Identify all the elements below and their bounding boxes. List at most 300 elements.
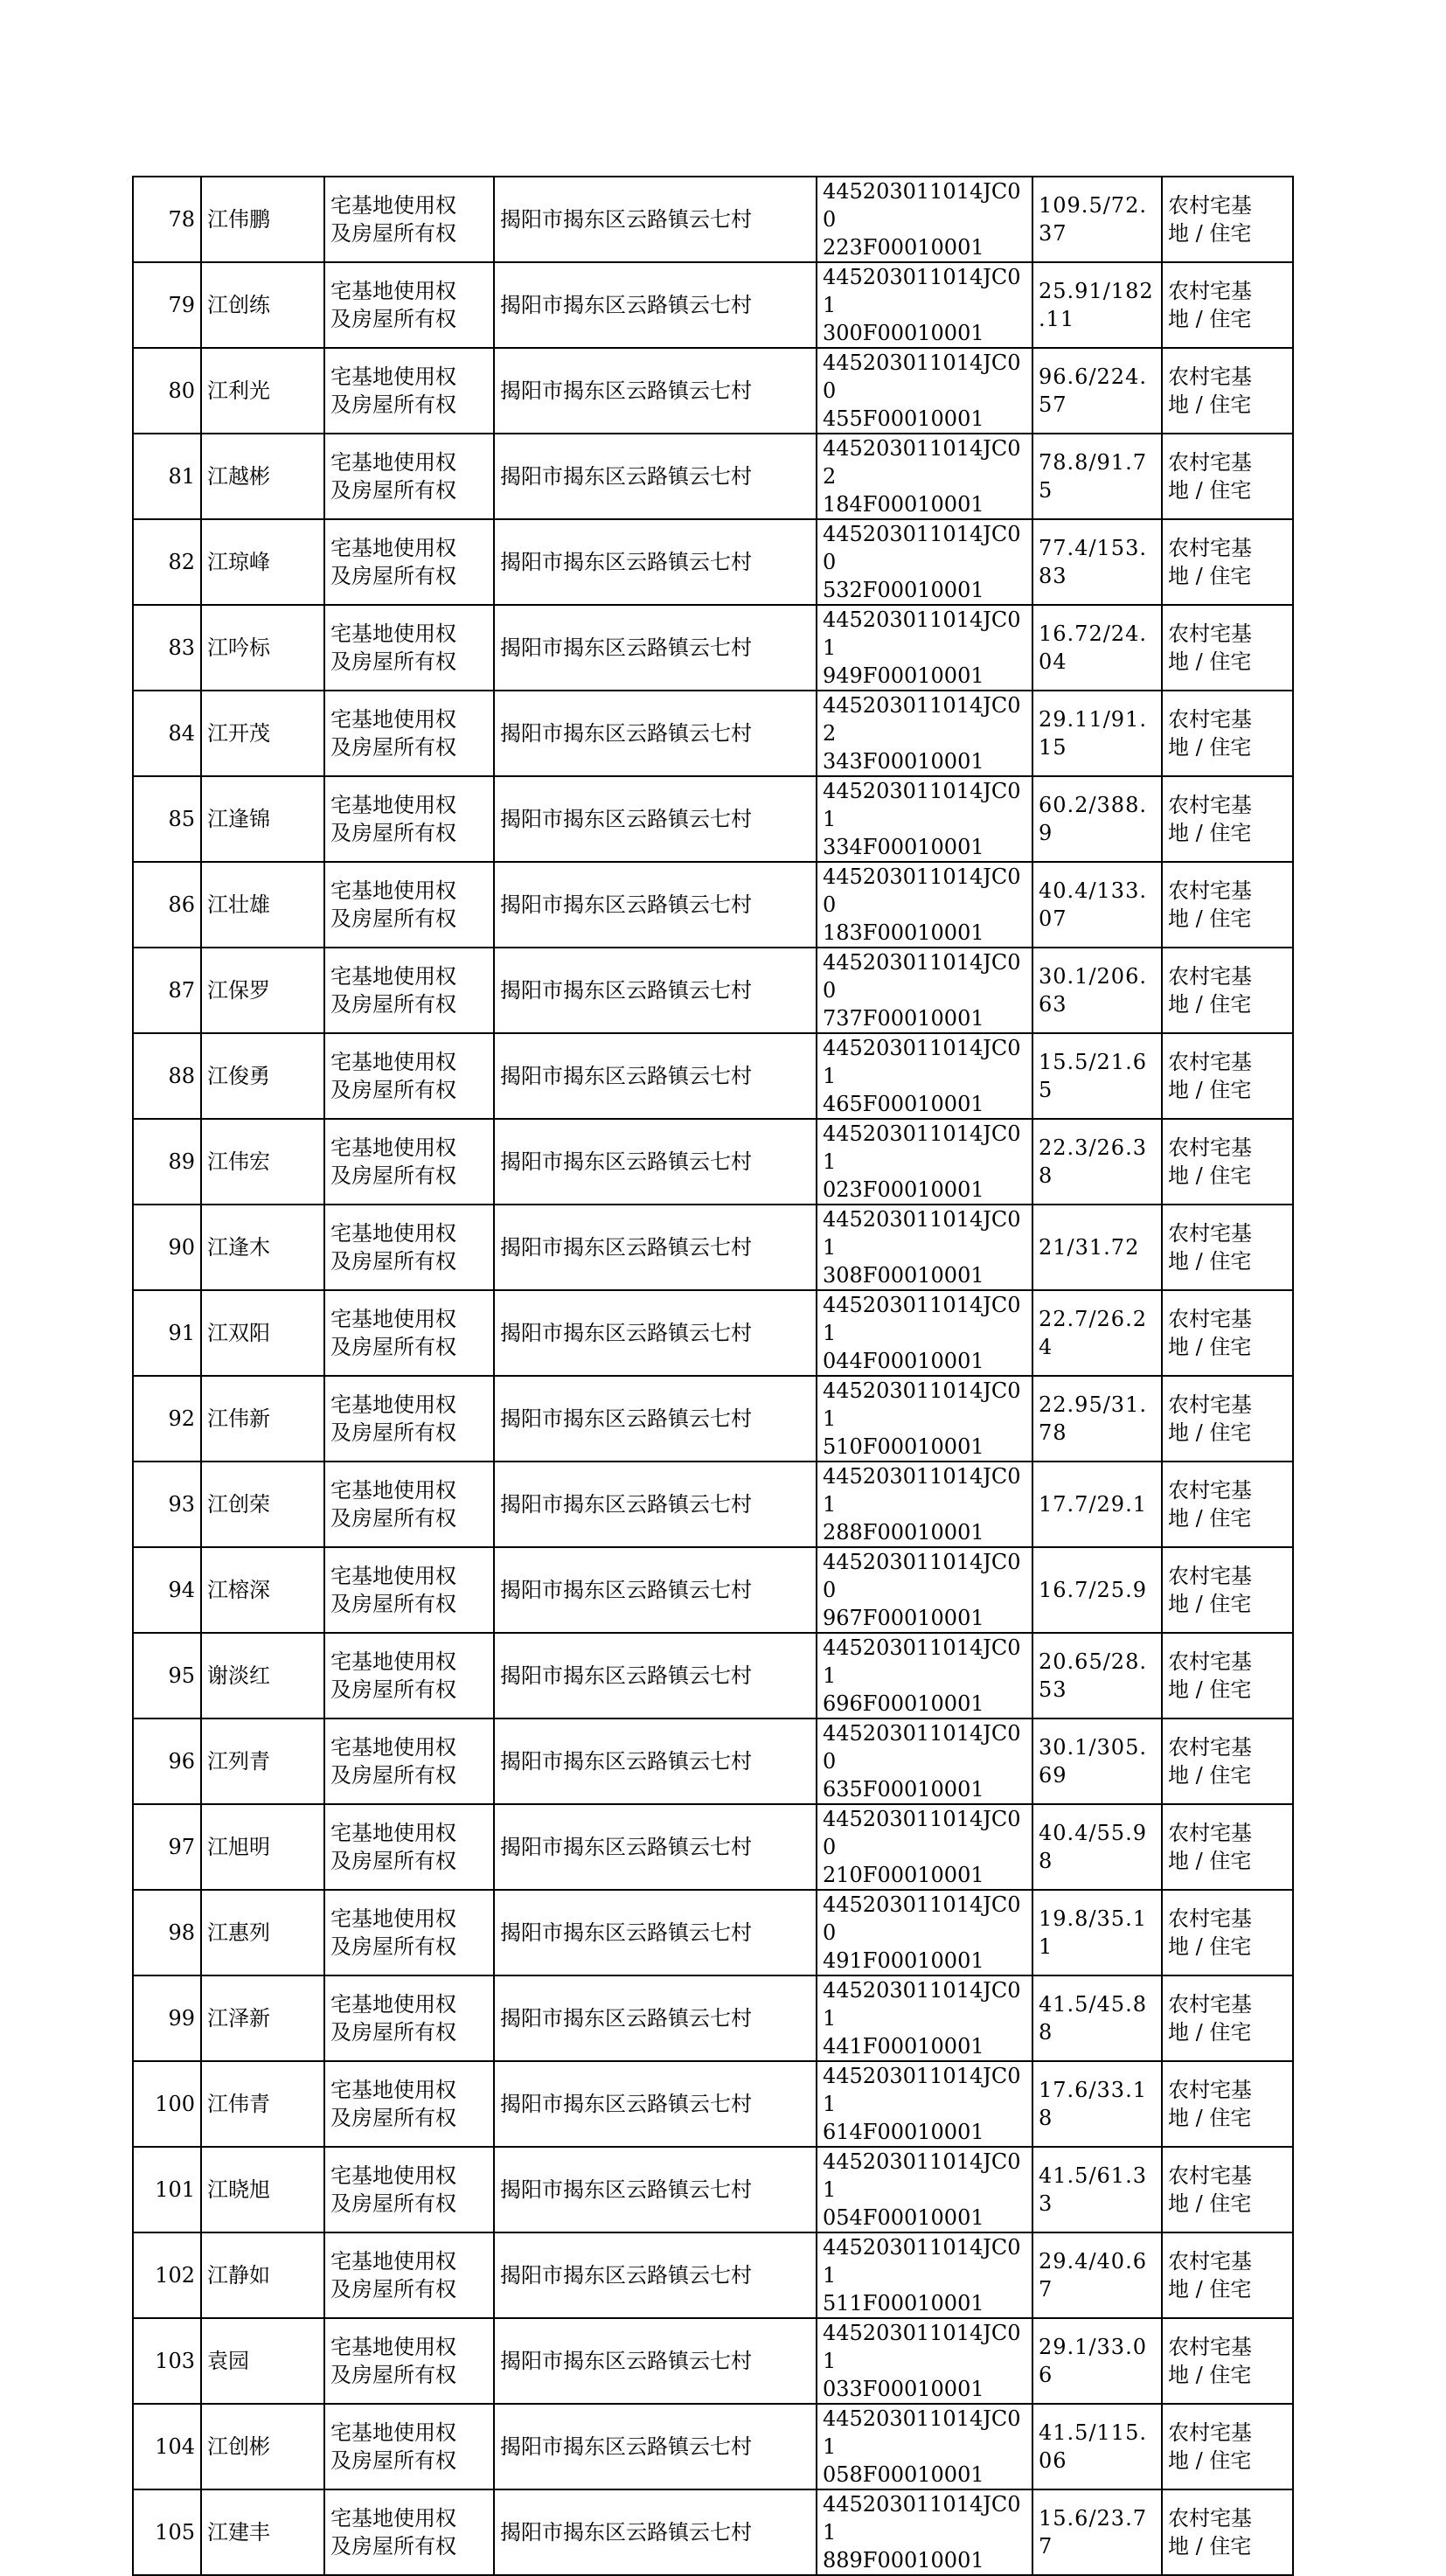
right-type-line2: 及房屋所有权 (330, 221, 456, 246)
usage-line1: 农村宅基 (1168, 1392, 1252, 1417)
unit-code-line2: 334F00010001 (823, 835, 984, 859)
table-row (133, 948, 1293, 1033)
right-type-line1: 宅基地使用权 (330, 2249, 456, 2274)
right-type-cell (324, 348, 494, 434)
owner-name: 江伟新 (207, 1406, 270, 1431)
row-number-cell (133, 1462, 201, 1547)
usage-line1: 农村宅基 (1168, 2078, 1252, 2102)
area-line1: 25.91/182 (1039, 279, 1154, 303)
area-cell (1032, 2147, 1162, 2232)
right-type-line1: 宅基地使用权 (330, 2506, 456, 2531)
table-row (133, 1119, 1293, 1205)
row-number: 94 (168, 1578, 195, 1602)
usage-line2: 地 / 住宅 (1168, 2277, 1252, 2302)
owner-name-cell (201, 434, 324, 519)
row-number: 81 (168, 464, 195, 489)
owner-name-cell (201, 948, 324, 1033)
right-type-line2: 及房屋所有权 (330, 564, 456, 588)
row-number-cell (133, 1376, 201, 1462)
usage-line2: 地 / 住宅 (1168, 2191, 1252, 2216)
right-type-line1: 宅基地使用权 (330, 536, 456, 560)
unit-code-line2: 635F00010001 (823, 1777, 984, 1802)
address-cell (494, 1376, 817, 1462)
right-type-line1: 宅基地使用权 (330, 1392, 456, 1417)
unit-code-cell (817, 2061, 1032, 2147)
row-number: 101 (155, 2177, 195, 2202)
unit-code-line1: 445203011014JC00 (823, 950, 1021, 1003)
table-row (133, 2318, 1293, 2404)
usage-cell (1162, 1462, 1293, 1547)
row-number: 98 (168, 1920, 195, 1945)
area-line1: 30.1/305. (1039, 1735, 1147, 1760)
unit-code-line2: 441F00010001 (823, 2034, 984, 2059)
row-number: 103 (155, 2349, 195, 2373)
area-cell (1032, 2061, 1162, 2147)
address-cell (494, 776, 817, 862)
owner-name-cell (201, 2232, 324, 2318)
usage-line1: 农村宅基 (1168, 1307, 1252, 1331)
owner-name-cell (201, 2061, 324, 2147)
right-type-line1: 宅基地使用权 (330, 2335, 456, 2359)
row-number-cell (133, 1633, 201, 1718)
address: 揭阳市揭东区云路镇云七村 (500, 2006, 752, 2031)
table-row (133, 1033, 1293, 1119)
address-cell (494, 177, 817, 262)
right-type-line1: 宅基地使用权 (330, 1649, 456, 1674)
area-cell (1032, 1205, 1162, 1290)
row-number: 97 (168, 1835, 195, 1859)
right-type-cell (324, 776, 494, 862)
usage-line2: 地 / 住宅 (1168, 1249, 1252, 1274)
unit-code-line1: 445203011014JC01 (823, 1378, 1021, 1431)
unit-code-line1: 445203011014JC00 (823, 1721, 1021, 1774)
usage-cell (1162, 1975, 1293, 2061)
unit-code-line1: 445203011014JC01 (823, 1464, 1021, 1517)
owner-name-cell (201, 1290, 324, 1376)
right-type-cell (324, 1804, 494, 1890)
usage-line2: 地 / 住宅 (1168, 221, 1252, 246)
right-type-line2: 及房屋所有权 (330, 1763, 456, 1788)
usage-line2: 地 / 住宅 (1168, 307, 1252, 331)
right-type-cell (324, 1205, 494, 1290)
right-type-line2: 及房屋所有权 (330, 821, 456, 845)
area-line1: 21/31.72 (1039, 1235, 1140, 1260)
unit-code-cell (817, 605, 1032, 691)
right-type-cell (324, 434, 494, 519)
right-type-cell (324, 2489, 494, 2575)
right-type-line1: 宅基地使用权 (330, 707, 456, 732)
right-type-line1: 宅基地使用权 (330, 2078, 456, 2102)
right-type-line2: 及房屋所有权 (330, 2020, 456, 2045)
address-cell (494, 1633, 817, 1718)
table-row (133, 2147, 1293, 2232)
table-row (133, 262, 1293, 348)
usage-cell (1162, 434, 1293, 519)
right-type-cell (324, 1290, 494, 1376)
owner-name-cell (201, 1205, 324, 1290)
owner-name: 袁园 (207, 2349, 249, 2373)
owner-name-cell (201, 1462, 324, 1547)
unit-code-cell (817, 434, 1032, 519)
table-row (133, 1205, 1293, 1290)
right-type-line2: 及房屋所有权 (330, 2191, 456, 2216)
usage-cell (1162, 177, 1293, 262)
area-line1: 20.65/28. (1039, 1649, 1147, 1674)
unit-code-line1: 445203011014JC01 (823, 1293, 1021, 1345)
row-number: 80 (168, 378, 195, 403)
area-line1: 60.2/388. (1039, 793, 1147, 817)
usage-line1: 农村宅基 (1168, 193, 1252, 218)
usage-cell (1162, 1633, 1293, 1718)
owner-name-cell (201, 519, 324, 605)
right-type-line1: 宅基地使用权 (330, 2420, 456, 2445)
unit-code-line1: 445203011014JC01 (823, 2492, 1021, 2545)
usage-line2: 地 / 住宅 (1168, 1934, 1252, 1959)
right-type-cell (324, 605, 494, 691)
usage-line1: 农村宅基 (1168, 2249, 1252, 2274)
owner-name-cell (201, 605, 324, 691)
right-type-cell (324, 1376, 494, 1462)
unit-code-line1: 445203011014JC01 (823, 779, 1021, 831)
row-number: 100 (155, 2092, 195, 2116)
usage-line2: 地 / 住宅 (1168, 1506, 1252, 1531)
area-line2: 8 (1039, 1163, 1053, 1188)
usage-line2: 地 / 住宅 (1168, 1163, 1252, 1188)
right-type-line2: 及房屋所有权 (330, 392, 456, 417)
usage-cell (1162, 1890, 1293, 1975)
unit-code-cell (817, 262, 1032, 348)
owner-name: 江旭明 (207, 1835, 270, 1859)
address: 揭阳市揭东区云路镇云七村 (500, 1235, 752, 1260)
unit-code-line2: 614F00010001 (823, 2120, 984, 2144)
address-cell (494, 262, 817, 348)
owner-name-cell (201, 1033, 324, 1119)
area-cell (1032, 1890, 1162, 1975)
address-cell (494, 1290, 817, 1376)
unit-code-cell (817, 1119, 1032, 1205)
right-type-line1: 宅基地使用权 (330, 193, 456, 218)
unit-code-cell (817, 1462, 1032, 1547)
usage-line2: 地 / 住宅 (1168, 906, 1252, 931)
owner-name-cell (201, 1547, 324, 1633)
right-type-cell (324, 1033, 494, 1119)
owner-name-cell (201, 1804, 324, 1890)
address: 揭阳市揭东区云路镇云七村 (500, 1149, 752, 1174)
unit-code-cell (817, 1376, 1032, 1462)
owner-name-cell (201, 262, 324, 348)
usage-cell (1162, 1547, 1293, 1633)
usage-cell (1162, 1290, 1293, 1376)
right-type-line2: 及房屋所有权 (330, 2277, 456, 2302)
table-row (133, 434, 1293, 519)
area-cell (1032, 1633, 1162, 1718)
right-type-line2: 及房屋所有权 (330, 735, 456, 760)
area-cell (1032, 1290, 1162, 1376)
owner-name: 江列青 (207, 1749, 270, 1774)
address-cell (494, 1975, 817, 2061)
usage-line1: 农村宅基 (1168, 1906, 1252, 1931)
owner-name: 江创练 (207, 293, 270, 317)
area-cell (1032, 1547, 1162, 1633)
area-cell (1032, 2489, 1162, 2575)
unit-code-line2: 023F00010001 (823, 1177, 984, 1202)
unit-code-cell (817, 1547, 1032, 1633)
area-line2: 7 (1039, 2534, 1053, 2559)
address-cell (494, 2232, 817, 2318)
address: 揭阳市揭东区云路镇云七村 (500, 635, 752, 660)
right-type-cell (324, 1633, 494, 1718)
address-cell (494, 2061, 817, 2147)
row-number-cell (133, 2061, 201, 2147)
unit-code-line1: 445203011014JC00 (823, 351, 1021, 403)
usage-line2: 地 / 住宅 (1168, 1763, 1252, 1788)
usage-line1: 农村宅基 (1168, 1135, 1252, 1160)
area-line2: 78 (1039, 1420, 1067, 1445)
usage-cell (1162, 1205, 1293, 1290)
address-cell (494, 605, 817, 691)
owner-name-cell (201, 2404, 324, 2489)
area-cell (1032, 2404, 1162, 2489)
right-type-cell (324, 1462, 494, 1547)
usage-cell (1162, 2404, 1293, 2489)
right-type-line2: 及房屋所有权 (330, 1592, 456, 1616)
address-cell (494, 691, 817, 776)
right-type-cell (324, 691, 494, 776)
right-type-line2: 及房屋所有权 (330, 649, 456, 674)
address-cell (494, 1804, 817, 1890)
owner-name: 江惠列 (207, 1920, 270, 1945)
unit-code-cell (817, 1205, 1032, 1290)
unit-code-cell (817, 2404, 1032, 2489)
usage-line1: 农村宅基 (1168, 450, 1252, 475)
right-type-cell (324, 2404, 494, 2489)
usage-line2: 地 / 住宅 (1168, 1420, 1252, 1445)
usage-line1: 农村宅基 (1168, 793, 1252, 817)
address: 揭阳市揭东区云路镇云七村 (500, 1749, 752, 1774)
owner-name-cell (201, 177, 324, 262)
unit-code-cell (817, 519, 1032, 605)
usage-cell (1162, 2489, 1293, 2575)
right-type-line1: 宅基地使用权 (330, 878, 456, 903)
row-number-cell (133, 1119, 201, 1205)
area-cell (1032, 1033, 1162, 1119)
area-cell (1032, 2318, 1162, 2404)
usage-line2: 地 / 住宅 (1168, 1335, 1252, 1359)
unit-code-line2: 889F00010001 (823, 2548, 984, 2573)
table-row (133, 1633, 1293, 1718)
row-number-cell (133, 1718, 201, 1804)
usage-cell (1162, 1033, 1293, 1119)
address: 揭阳市揭东区云路镇云七村 (500, 2434, 752, 2459)
right-type-line2: 及房屋所有权 (330, 1335, 456, 1359)
area-line1: 40.4/133. (1039, 878, 1147, 903)
address-cell (494, 2404, 817, 2489)
address-cell (494, 519, 817, 605)
address: 揭阳市揭东区云路镇云七村 (500, 2349, 752, 2373)
address-cell (494, 948, 817, 1033)
address: 揭阳市揭东区云路镇云七村 (500, 1406, 752, 1431)
owner-name-cell (201, 1119, 324, 1205)
owner-name: 江晓旭 (207, 2177, 270, 2202)
usage-line1: 农村宅基 (1168, 536, 1252, 560)
row-number: 95 (168, 1663, 195, 1688)
right-type-cell (324, 2061, 494, 2147)
area-line2: 7 (1039, 2277, 1053, 2302)
row-number: 86 (168, 892, 195, 917)
area-cell (1032, 862, 1162, 948)
right-type-line2: 及房屋所有权 (330, 307, 456, 331)
area-line2: 3 (1039, 2191, 1053, 2216)
area-line2: 83 (1039, 564, 1067, 588)
right-type-line2: 及房屋所有权 (330, 2363, 456, 2387)
table-row (133, 862, 1293, 948)
table-row (133, 691, 1293, 776)
area-cell (1032, 1804, 1162, 1890)
area-cell (1032, 177, 1162, 262)
right-type-line1: 宅基地使用权 (330, 2163, 456, 2188)
unit-code-line2: 308F00010001 (823, 1263, 984, 1288)
right-type-cell (324, 177, 494, 262)
unit-code-cell (817, 2232, 1032, 2318)
usage-cell (1162, 2232, 1293, 2318)
unit-code-cell (817, 2318, 1032, 2404)
table-row (133, 1376, 1293, 1462)
right-type-line1: 宅基地使用权 (330, 1735, 456, 1760)
right-type-line2: 及房屋所有权 (330, 1677, 456, 1702)
row-number-cell (133, 1290, 201, 1376)
area-line2: 53 (1039, 1677, 1067, 1702)
unit-code-cell (817, 1975, 1032, 2061)
right-type-line1: 宅基地使用权 (330, 793, 456, 817)
owner-name: 江建丰 (207, 2520, 270, 2545)
address-cell (494, 2147, 817, 2232)
address-cell (494, 1890, 817, 1975)
row-number: 90 (168, 1235, 195, 1260)
usage-line2: 地 / 住宅 (1168, 564, 1252, 588)
address-cell (494, 434, 817, 519)
row-number-cell (133, 2318, 201, 2404)
area-line1: 16.7/25.9 (1039, 1578, 1147, 1602)
usage-line1: 农村宅基 (1168, 1478, 1252, 1503)
row-number: 99 (168, 2006, 195, 2031)
owner-name: 江俊勇 (207, 1064, 270, 1088)
right-type-cell (324, 862, 494, 948)
right-type-line2: 及房屋所有权 (330, 1249, 456, 1274)
area-line1: 30.1/206. (1039, 964, 1147, 989)
owner-name: 江逢木 (207, 1235, 270, 1260)
area-line1: 17.7/29.1 (1039, 1492, 1147, 1517)
area-cell (1032, 348, 1162, 434)
row-number: 92 (168, 1406, 195, 1431)
unit-code-line2: 967F00010001 (823, 1606, 984, 1630)
row-number-cell (133, 776, 201, 862)
row-number-cell (133, 2147, 201, 2232)
owner-name-cell (201, 1718, 324, 1804)
unit-code-cell (817, 1718, 1032, 1804)
right-type-cell (324, 1718, 494, 1804)
owner-name-cell (201, 348, 324, 434)
area-cell (1032, 605, 1162, 691)
area-cell (1032, 2232, 1162, 2318)
right-type-line2: 及房屋所有权 (330, 1849, 456, 1873)
area-line2: 6 (1039, 2363, 1053, 2387)
row-number-cell (133, 434, 201, 519)
row-number: 102 (155, 2263, 195, 2288)
owner-name: 江双阳 (207, 1321, 270, 1345)
address: 揭阳市揭东区云路镇云七村 (500, 1064, 752, 1088)
usage-line2: 地 / 住宅 (1168, 2448, 1252, 2473)
row-number-cell (133, 177, 201, 262)
unit-code-line1: 445203011014JC01 (823, 2149, 1021, 2202)
right-type-line1: 宅基地使用权 (330, 1564, 456, 1588)
unit-code-line1: 445203011014JC01 (823, 1036, 1021, 1088)
unit-code-cell (817, 948, 1032, 1033)
address: 揭阳市揭东区云路镇云七村 (500, 892, 752, 917)
unit-code-line2: 510F00010001 (823, 1434, 984, 1459)
area-cell (1032, 1462, 1162, 1547)
right-type-line1: 宅基地使用权 (330, 279, 456, 303)
usage-line2: 地 / 住宅 (1168, 992, 1252, 1017)
area-cell (1032, 434, 1162, 519)
area-line2: .11 (1039, 307, 1075, 331)
unit-code-line2: 058F00010001 (823, 2462, 984, 2487)
row-number: 96 (168, 1749, 195, 1774)
owner-name-cell (201, 691, 324, 776)
usage-line1: 农村宅基 (1168, 707, 1252, 732)
address: 揭阳市揭东区云路镇云七村 (500, 2092, 752, 2116)
table-row (133, 348, 1293, 434)
owner-name-cell (201, 2318, 324, 2404)
table-row (133, 1975, 1293, 2061)
unit-code-line1: 445203011014JC00 (823, 1892, 1021, 1945)
table-row (133, 776, 1293, 862)
right-type-cell (324, 2318, 494, 2404)
unit-code-cell (817, 1290, 1032, 1376)
right-type-line2: 及房屋所有权 (330, 478, 456, 503)
area-line2: 8 (1039, 2106, 1053, 2130)
right-type-line1: 宅基地使用权 (330, 964, 456, 989)
row-number-cell (133, 948, 201, 1033)
unit-code-line2: 949F00010001 (823, 663, 984, 688)
area-cell (1032, 691, 1162, 776)
usage-cell (1162, 262, 1293, 348)
area-cell (1032, 776, 1162, 862)
table-row (133, 1890, 1293, 1975)
unit-code-line2: 184F00010001 (823, 492, 984, 517)
area-line2: 9 (1039, 821, 1053, 845)
area-line1: 41.5/61.3 (1039, 2163, 1147, 2188)
unit-code-line2: 044F00010001 (823, 1349, 984, 1373)
usage-cell (1162, 605, 1293, 691)
unit-code-cell (817, 1804, 1032, 1890)
unit-code-line1: 445203011014JC01 (823, 1635, 1021, 1688)
row-number: 104 (155, 2434, 195, 2459)
area-line1: 16.72/24. (1039, 621, 1147, 646)
right-type-line2: 及房屋所有权 (330, 2106, 456, 2130)
row-number-cell (133, 262, 201, 348)
right-type-cell (324, 2232, 494, 2318)
unit-code-cell (817, 2489, 1032, 2575)
address: 揭阳市揭东区云路镇云七村 (500, 1492, 752, 1517)
area-line1: 96.6/224. (1039, 365, 1147, 389)
usage-cell (1162, 1376, 1293, 1462)
row-number: 78 (168, 207, 195, 232)
address: 揭阳市揭东区云路镇云七村 (500, 1835, 752, 1859)
row-number: 91 (168, 1321, 195, 1345)
owner-name-cell (201, 2489, 324, 2575)
row-number: 84 (168, 721, 195, 746)
area-line1: 22.95/31. (1039, 1392, 1147, 1417)
